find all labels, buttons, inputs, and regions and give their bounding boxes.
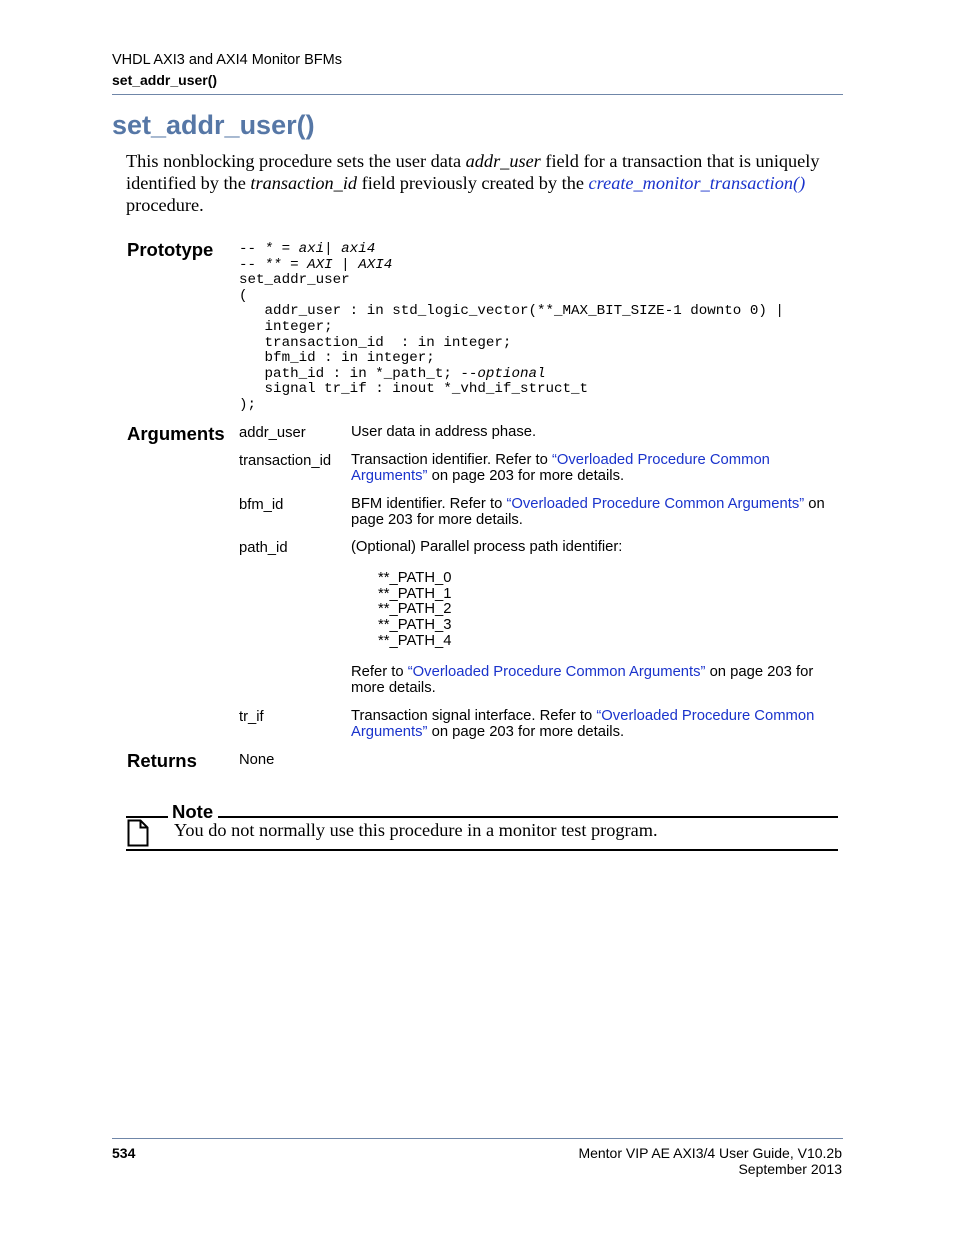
arg-name-path-id: path_id bbox=[239, 540, 288, 556]
code-comment: ** = AXI | AXI4 bbox=[264, 256, 393, 273]
path-value: **_PATH_3 bbox=[378, 617, 452, 633]
note-label: Note bbox=[172, 801, 214, 822]
intro-paragraph bbox=[126, 150, 842, 216]
arg-desc-transaction-id: Transaction identifier. Refer to “Overloaded Procedure Common Arguments” on page 203 for more details. bbox=[351, 452, 770, 484]
code-line: ( bbox=[239, 287, 248, 304]
path-value: **_PATH_0 bbox=[378, 570, 452, 586]
arg-desc-addr-user: User data in address phase. bbox=[351, 424, 537, 440]
returns-value: None bbox=[239, 752, 275, 768]
footer-guide-title: Mentor VIP AE AXI3/4 User Guide, V10.2b bbox=[578, 1145, 842, 1161]
arg-desc-tr-if: Transaction signal interface. Refer to “Overloaded Procedure Common Arguments” on page 203 for more details. bbox=[351, 708, 815, 740]
intro-text: This nonblocking procedure sets the user data bbox=[126, 151, 466, 171]
footer-divider bbox=[112, 1138, 843, 1139]
path-value: **_PATH_2 bbox=[378, 601, 452, 617]
intro-text: field for a transaction that is uniquely identified by the bbox=[126, 151, 820, 193]
arg-name-transaction-id: transaction_id bbox=[239, 453, 332, 469]
path-value: **_PATH_1 bbox=[378, 586, 452, 602]
arg-desc-path-id: (Optional) Parallel process path identifier: bbox=[351, 539, 623, 555]
arguments-heading: Arguments bbox=[127, 423, 225, 444]
overloaded-args-link[interactable]: “Overloaded Procedure Common Arguments” bbox=[351, 452, 770, 484]
page-number: 534 bbox=[112, 1145, 136, 1161]
code-comment: optional bbox=[477, 365, 546, 382]
note-bottom-rule bbox=[126, 849, 838, 851]
code-line: integer; bbox=[239, 318, 333, 335]
code-line: set_addr_user bbox=[239, 272, 350, 289]
path-value: **_PATH_4 bbox=[378, 633, 452, 649]
code-comment: * = axi| axi4 bbox=[264, 241, 376, 257]
overloaded-args-link[interactable]: “Overloaded Procedure Common Arguments” bbox=[407, 664, 706, 680]
intro-text: field previously created by the bbox=[357, 173, 589, 193]
intro-term-addr-user: addr_user bbox=[465, 151, 541, 171]
code-line: addr_user : in std_logic_vector(**_MAX_BIT_SIZE-1 downto 0) | bbox=[239, 303, 784, 320]
code-line: signal tr_if : inout *_vhd_if_struct_t bbox=[239, 381, 589, 398]
arg-name-addr-user: addr_user bbox=[239, 425, 306, 441]
page-title: set_addr_user() bbox=[112, 110, 315, 140]
header-divider bbox=[112, 94, 843, 95]
returns-heading: Returns bbox=[127, 750, 197, 771]
running-header-section: VHDL AXI3 and AXI4 Monitor BFMs bbox=[112, 52, 342, 68]
arg-desc-path-id-refer: Refer to “Overloaded Procedure Common Arguments” on page 203 for more details. bbox=[351, 664, 814, 696]
code-line: transaction_id : in integer; bbox=[239, 334, 512, 351]
overloaded-args-link[interactable]: “Overloaded Procedure Common Arguments” bbox=[506, 496, 805, 512]
overloaded-args-link[interactable]: “Overloaded Procedure Common Arguments” bbox=[351, 708, 815, 740]
running-header-subsection: set_addr_user() bbox=[112, 72, 218, 88]
code-line: bfm_id : in integer; bbox=[239, 350, 435, 367]
code-line: path_id : in *_path_t; -- bbox=[239, 365, 478, 382]
intro-text: procedure. bbox=[126, 195, 204, 215]
note-rule bbox=[126, 816, 168, 818]
arg-name-bfm-id: bfm_id bbox=[239, 497, 284, 513]
footer-date: September 2013 bbox=[738, 1161, 842, 1177]
code-line: ); bbox=[239, 396, 257, 413]
document-icon bbox=[127, 819, 149, 852]
prototype-code-block: -- * = axi| axi4 -- ** = AXI | AXI4 set_addr_user ( addr_user : in std_logic_vector(**_MAX_BIT_SIZE-1 downto 0) | integer; transaction_id : in integer; bfm_id : in integer; path_id : in *_path_t; --optional signal tr_if : inout *_vhd_if_struct_t ); bbox=[239, 241, 784, 413]
note-rule bbox=[218, 816, 838, 818]
arg-name-tr-if: tr_if bbox=[239, 709, 264, 725]
note-text: You do not normally use this procedure in a monitor test program. bbox=[174, 820, 658, 840]
prototype-heading: Prototype bbox=[127, 239, 214, 260]
arg-desc-bfm-id: BFM identifier. Refer to “Overloaded Procedure Common Arguments” on page 203 for more details. bbox=[351, 496, 825, 528]
intro-term-transaction-id: transaction_id bbox=[250, 173, 358, 193]
create-monitor-transaction-link[interactable]: create_monitor_transaction() bbox=[588, 173, 806, 193]
